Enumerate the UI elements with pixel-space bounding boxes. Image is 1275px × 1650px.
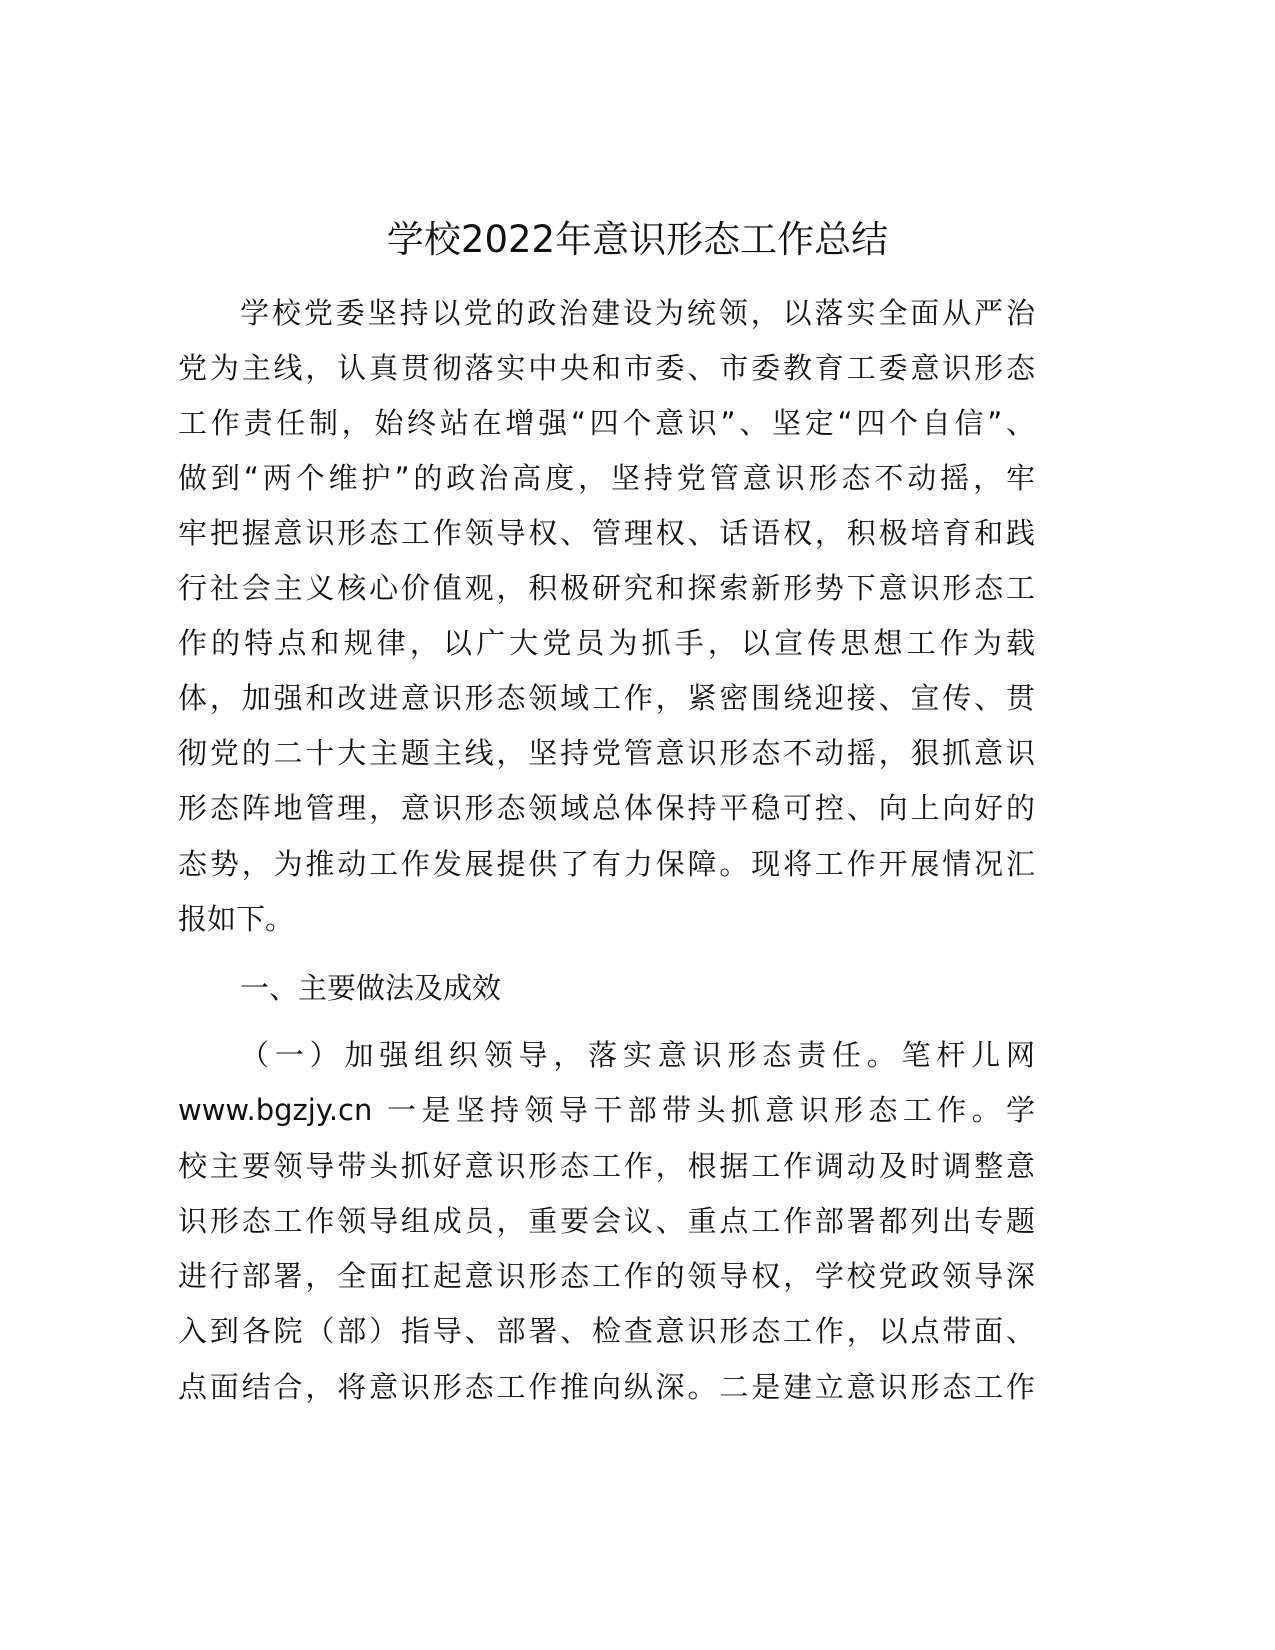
paragraph-line: 形态阵地管理，意识形态领域总体保持平稳可控、向上向好的 xyxy=(178,791,1035,825)
paragraph-line: 行社会主义核心价值观，积极研究和探索新形势下意识形态工 xyxy=(178,571,1035,605)
paragraph-line: 校主要领导带头抓好意识形态工作，根据工作调动及时调整意 xyxy=(178,1149,1035,1183)
paragraph-line: www.bgzjy.cn 一是坚持领导干部带头抓意识形态工作。学 xyxy=(178,1093,1035,1127)
paragraph-line: 牢把握意识形态工作领导权、管理权、话语权，积极培育和践 xyxy=(178,516,1035,550)
paragraph-line: 学校党委坚持以党的政治建设为统领，以落实全面从严治 xyxy=(240,296,1035,330)
paragraph-line: 彻党的二十大主题主线，坚持党管意识形态不动摇，狠抓意识 xyxy=(178,736,1035,770)
paragraph-line: 体，加强和改进意识形态领域工作，紧密围绕迎接、宣传、贯 xyxy=(178,681,1035,715)
document-title: 学校2022年意识形态工作总结 xyxy=(386,218,889,261)
paragraph-line: 党为主线，认真贯彻落实中央和市委、市委教育工委意识形态 xyxy=(178,351,1035,385)
section-heading: 一、主要做法及成效 xyxy=(240,971,502,1005)
paragraph-line: （一）加强组织领导，落实意识形态责任。笔杆儿网 xyxy=(240,1038,1035,1072)
paragraph-line: 识形态工作领导组成员，重要会议、重点工作部署都列出专题 xyxy=(178,1204,1035,1238)
paragraph-line: 进行部署，全面扛起意识形态工作的领导权，学校党政领导深 xyxy=(178,1259,1035,1293)
paragraph-line: 作的特点和规律，以广大党员为抓手，以宣传思想工作为载 xyxy=(178,626,1035,660)
paragraph-line: 入到各院（部）指导、部署、检查意识形态工作，以点带面、 xyxy=(178,1314,1035,1348)
paragraph-line: 做到“两个维护”的政治高度，坚持党管意识形态不动摇，牢 xyxy=(178,461,1035,495)
paragraph-line: 态势，为推动工作发展提供了有力保障。现将工作开展情况汇 xyxy=(178,847,1035,881)
paragraph-line: 点面结合，将意识形态工作推向纵深。二是建立意识形态工作 xyxy=(178,1370,1035,1404)
paragraph-line: 工作责任制，始终站在增强“四个意识”、坚定“四个自信”、 xyxy=(178,406,1035,440)
paragraph-line: 报如下。 xyxy=(178,902,295,936)
